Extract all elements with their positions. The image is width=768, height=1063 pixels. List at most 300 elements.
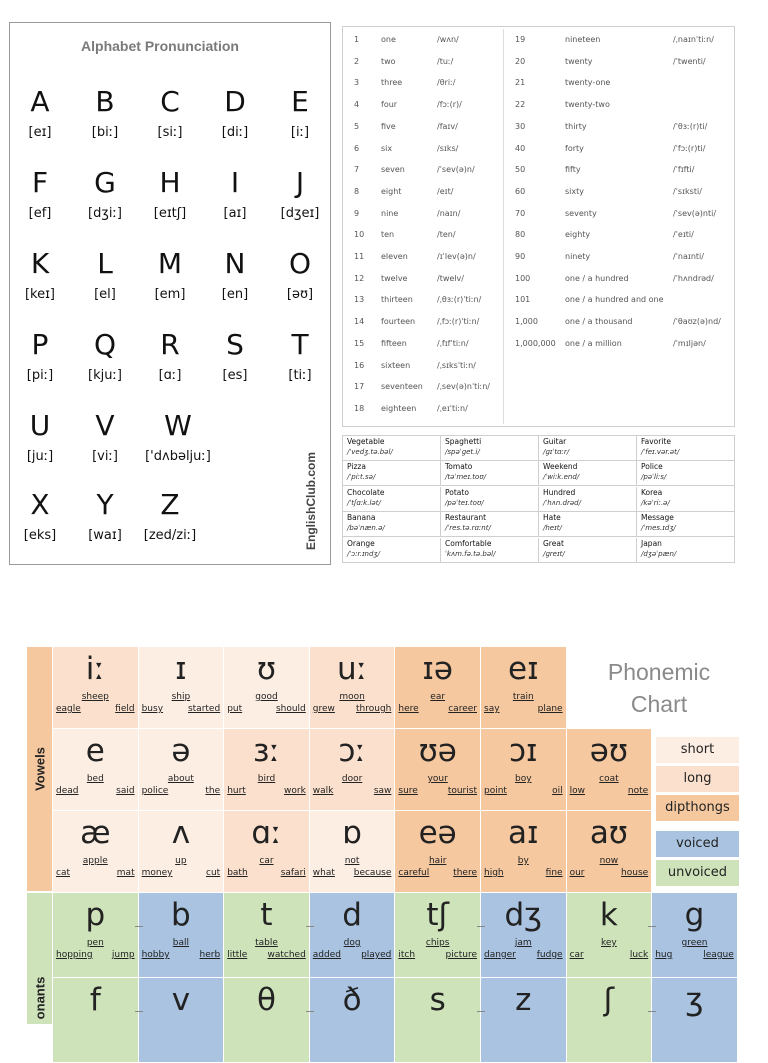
phoneme-example-right: fine <box>545 868 563 878</box>
phoneme-example-right: herb <box>199 950 221 960</box>
letter-ipa: [es] <box>222 368 248 383</box>
number-ipa: /sɪks/ <box>437 143 459 153</box>
letter-ipa: [juː] <box>26 449 54 464</box>
phoneme-example-right: played <box>361 950 392 960</box>
number-word: one / a hundred and one <box>565 295 664 305</box>
vocab-word: Police <box>641 462 663 472</box>
phoneme-cell <box>481 893 567 978</box>
phoneme-examples <box>56 786 135 797</box>
phoneme-symbol: d <box>342 897 362 933</box>
letter-glyph: D <box>224 85 246 118</box>
phoneme-examples <box>398 950 477 961</box>
letter-ipa: [ef] <box>28 206 52 221</box>
phoneme-example-right: league <box>703 950 734 960</box>
vocab-ipa: /pəˈteɪ.toʊ/ <box>445 498 484 507</box>
pair-connector <box>648 926 656 927</box>
letter-glyph: Y <box>96 488 114 521</box>
number-ipa: /ˈfɪfti/ <box>673 165 695 175</box>
phoneme-cell <box>224 729 310 811</box>
phoneme-examples <box>313 786 392 797</box>
phoneme-example-right: luck <box>629 950 649 960</box>
letter-ipa: [siː] <box>157 125 183 140</box>
phoneme-cell <box>395 647 481 729</box>
phoneme-example-left: busy <box>141 704 164 714</box>
phoneme-symbol: ʒ <box>685 982 704 1018</box>
phoneme-examples <box>142 950 221 961</box>
alphabet-letter <box>73 409 137 465</box>
number-digit: 21 <box>515 78 526 88</box>
phoneme-symbol: p <box>85 897 106 933</box>
number-digit: 7 <box>354 165 360 175</box>
phoneme-main-example: pen <box>86 938 104 948</box>
alphabet-title: Alphabet Pronunciation <box>81 38 239 54</box>
phoneme-examples <box>398 868 477 879</box>
number-word: one / a hundred <box>565 273 629 283</box>
vocab-word: Weekend <box>543 462 578 472</box>
number-word: four <box>381 100 398 110</box>
phoneme-symbol: e <box>85 733 105 769</box>
letter-glyph: Q <box>93 328 117 361</box>
letter-glyph: N <box>224 247 246 280</box>
phoneme-symbol: ɑː <box>251 815 282 851</box>
phoneme-cell <box>139 978 225 1063</box>
phoneme-example-right: said <box>116 786 135 796</box>
phoneme-main-example: about <box>167 774 194 784</box>
phoneme-example-left: danger <box>484 950 516 960</box>
number-digit: 1 <box>354 35 360 44</box>
letter-glyph: C <box>160 85 180 118</box>
letter-glyph: T <box>291 328 309 361</box>
legend-voiced: voiced <box>656 831 739 857</box>
number-digit: 9 <box>354 208 360 218</box>
number-word: one / a million <box>565 338 622 348</box>
vocab-word: Pizza <box>347 462 366 472</box>
letter-glyph: O <box>288 247 312 280</box>
number-digit: 40 <box>515 143 526 153</box>
phoneme-symbol: v <box>171 982 191 1018</box>
alphabet-panel <box>9 22 331 565</box>
phoneme-examples <box>227 786 306 797</box>
number-digit: 1,000,000 <box>515 338 556 348</box>
vocab-cell <box>637 487 735 512</box>
vocab-ipa: /pəˈliːs/ <box>641 473 667 482</box>
number-word: nineteen <box>565 35 601 44</box>
number-digit: 80 <box>515 230 526 240</box>
number-word: two <box>381 56 396 66</box>
number-digit: 20 <box>515 56 526 66</box>
phoneme-example-right: picture <box>445 950 477 960</box>
phoneme-example-left: low <box>569 786 585 796</box>
number-word: fifteen <box>381 338 407 348</box>
letter-ipa: [keɪ] <box>24 287 56 302</box>
phoneme-example-right: note <box>627 786 649 796</box>
phoneme-cell <box>310 647 396 729</box>
number-digit: 5 <box>354 121 360 131</box>
letter-glyph: X <box>30 488 50 521</box>
phoneme-cell <box>139 647 225 729</box>
alphabet-letter <box>203 85 267 141</box>
vocab-cell <box>441 461 539 486</box>
vocab-ipa: /ˈvedʒ.tə.bəl/ <box>347 448 393 456</box>
letter-glyph: M <box>157 247 183 280</box>
vocab-ipa: /bəˈnæn.ə/ <box>347 524 385 533</box>
phoneme-main-example: door <box>341 774 363 784</box>
phoneme-example-left: money <box>141 868 173 878</box>
number-ipa: /ˈsev(ə)nti/ <box>673 208 717 218</box>
phoneme-cell <box>395 729 481 811</box>
number-digit: 18 <box>354 403 365 413</box>
number-digit: 4 <box>354 100 360 110</box>
vocab-ipa: /təˈmeɪ.toʊ/ <box>445 473 486 482</box>
phoneme-examples <box>56 950 135 961</box>
phoneme-main-example: not <box>344 856 360 866</box>
alphabet-letter <box>203 166 267 222</box>
pair-connector <box>135 926 143 927</box>
phoneme-cell <box>567 729 653 811</box>
letter-ipa: [em] <box>154 287 186 302</box>
phoneme-example-left: police <box>141 786 169 796</box>
vocab-ipa: /ˈres.tə.rɑːnt/ <box>445 524 491 533</box>
phoneme-symbol: t <box>260 897 273 933</box>
number-digit: 30 <box>515 121 526 131</box>
alphabet-letter <box>268 328 332 384</box>
phoneme-cell <box>224 647 310 729</box>
letter-ipa: [piː] <box>26 368 54 383</box>
phoneme-example-left: put <box>227 704 243 714</box>
vocab-ipa: /ɡreɪt/ <box>543 549 565 558</box>
legend-short: short <box>656 737 739 763</box>
alphabet-letter <box>8 85 72 141</box>
phoneme-symbol: s <box>429 982 446 1018</box>
number-ipa: /ˈhʌndrəd/ <box>673 273 714 283</box>
phoneme-main-example: bed <box>86 774 104 784</box>
phoneme-cell <box>310 978 396 1063</box>
phoneme-symbol: ɔɪ <box>509 733 538 769</box>
number-ipa: /ˈnaɪnti/ <box>673 252 704 261</box>
letter-ipa: [iː] <box>290 125 310 140</box>
phoneme-examples <box>570 868 649 879</box>
number-digit: 12 <box>354 273 365 283</box>
alphabet-letter <box>138 488 202 544</box>
number-digit: 50 <box>515 165 526 175</box>
number-word: thirty <box>565 121 587 131</box>
phoneme-example-left: say <box>484 704 500 714</box>
phoneme-example-right: cut <box>206 868 221 878</box>
vocab-word: Banana <box>347 513 376 523</box>
phoneme-cell <box>310 811 396 893</box>
vocab-cell <box>539 461 637 486</box>
number-word: three <box>381 78 403 88</box>
alphabet-letter <box>8 488 72 544</box>
vocabulary-grid <box>342 435 735 563</box>
pair-connector <box>306 926 314 927</box>
letter-glyph: L <box>97 247 113 280</box>
phoneme-symbol: əʊ <box>589 733 628 769</box>
phoneme-cell <box>224 811 310 893</box>
number-digit: 19 <box>515 35 526 44</box>
phoneme-symbol: f <box>89 982 101 1018</box>
letter-glyph: F <box>31 166 49 199</box>
number-ipa: /ˌfɪfˈtiːn/ <box>437 338 469 348</box>
vocab-word: Korea <box>641 487 663 497</box>
phoneme-cell <box>567 978 653 1063</box>
letter-glyph: J <box>295 166 305 199</box>
phoneme-symbol: eə <box>418 815 457 851</box>
vocab-word: Guitar <box>543 437 567 446</box>
phoneme-example-right: should <box>275 704 306 714</box>
pair-connector <box>306 1011 314 1012</box>
vocab-cell <box>539 538 637 563</box>
vocab-cell <box>441 512 539 537</box>
phoneme-symbol: ɒ <box>342 815 362 851</box>
alphabet-letter <box>8 166 72 222</box>
phoneme-examples <box>56 704 135 715</box>
phoneme-cell <box>395 811 481 893</box>
letter-ipa: [aɪ] <box>223 206 247 221</box>
legend-long: long <box>656 766 739 792</box>
number-digit: 3 <box>354 78 360 88</box>
numbers-panel <box>342 26 735 427</box>
phoneme-symbol: uː <box>337 651 368 687</box>
letter-ipa: [eks] <box>23 528 57 543</box>
phoneme-examples <box>655 950 734 961</box>
phoneme-cell <box>53 729 139 811</box>
vocab-ipa: /ˈhʌn.drəd/ <box>543 498 581 507</box>
alphabet-letter <box>203 247 267 303</box>
letter-glyph: U <box>29 409 51 442</box>
vocab-ipa: ˈkʌm.fə.tə.bəl/ <box>445 549 496 558</box>
letter-ipa: [tiː] <box>288 368 312 383</box>
alphabet-letter <box>268 85 332 141</box>
phoneme-examples <box>570 950 649 961</box>
phoneme-example-left: added <box>312 950 341 960</box>
letter-ipa: [viː] <box>92 449 118 464</box>
phoneme-main-example: ball <box>172 938 189 948</box>
number-word: fifty <box>565 165 581 175</box>
phoneme-symbol: ə <box>171 733 191 769</box>
phoneme-examples <box>398 786 477 797</box>
phoneme-cell <box>481 811 567 893</box>
vowels-label: Vowels <box>32 747 47 791</box>
phoneme-cell <box>652 893 738 978</box>
alphabet-letter <box>138 328 202 384</box>
number-ipa: /ˌθɜː(r)ˈtiːn/ <box>437 295 482 305</box>
phoneme-example-right: started <box>187 704 221 714</box>
number-ipa: /ˌsɪksˈtiːn/ <box>437 360 476 370</box>
letter-glyph: Z <box>160 488 180 521</box>
number-digit: 1,000 <box>515 317 538 327</box>
vocab-cell <box>441 487 539 512</box>
phoneme-example-left: our <box>569 868 585 878</box>
number-ipa: /ˌeɪˈtiːn/ <box>437 403 468 413</box>
number-ipa: /ˈsev(ə)n/ <box>437 165 475 175</box>
phoneme-cell <box>310 729 396 811</box>
vocab-cell <box>343 538 441 563</box>
number-ipa: /ˌfɔː(r)ˈtiːn/ <box>437 317 480 327</box>
letter-ipa: [diː] <box>221 125 249 140</box>
letter-glyph: A <box>30 85 50 118</box>
phoneme-example-left: eagle <box>56 704 81 714</box>
phoneme-main-example: sheep <box>81 692 109 702</box>
vocab-cell <box>441 538 539 563</box>
vocab-word: Tomato <box>445 462 473 472</box>
vocab-cell <box>539 512 637 537</box>
vocab-word: Favorite <box>641 437 671 446</box>
alphabet-letter <box>138 247 202 303</box>
phoneme-symbol: aɪ <box>508 815 539 851</box>
vocab-word: Orange <box>347 538 375 548</box>
phoneme-symbol: ɪə <box>422 651 453 687</box>
number-digit: 10 <box>354 230 365 240</box>
phoneme-main-example: dog <box>343 938 361 948</box>
phoneme-symbol: æ <box>80 815 111 851</box>
number-word: seventeen <box>381 382 423 392</box>
vocab-word: Hundred <box>543 487 576 497</box>
number-digit: 15 <box>354 338 365 348</box>
phoneme-main-example: car <box>259 856 274 866</box>
alphabet-letter <box>138 85 202 141</box>
phoneme-main-example: by <box>517 856 529 866</box>
number-ipa: /naɪn/ <box>437 208 461 218</box>
phoneme-examples <box>313 950 392 961</box>
phoneme-symbol: iː <box>85 651 105 687</box>
number-word: sixty <box>565 186 584 196</box>
numbers-divider <box>503 29 504 424</box>
phoneme-examples <box>484 868 563 879</box>
pair-connector <box>477 926 485 927</box>
phoneme-examples <box>227 868 306 879</box>
alphabet-letter <box>73 166 137 222</box>
consonants-sidebar <box>27 893 52 1024</box>
phoneme-symbol: ɜː <box>253 733 280 769</box>
number-ipa: /twelv/ <box>437 273 464 283</box>
phoneme-example-right: watched <box>267 950 306 960</box>
phoneme-examples <box>142 704 221 715</box>
alphabet-letter <box>8 247 72 303</box>
number-ipa: /ˈθɜː(r)ti/ <box>673 121 708 131</box>
phoneme-example-right: field <box>115 704 135 714</box>
number-digit: 2 <box>354 56 360 66</box>
consonants-label: onants <box>32 976 47 1020</box>
vocab-cell <box>343 512 441 537</box>
letter-ipa: ['dʌbəljuː] <box>145 449 211 464</box>
number-ipa: /tuː/ <box>437 56 454 66</box>
number-word: seven <box>381 165 405 175</box>
vocab-ipa: /ˈmes.ɪdʒ/ <box>641 524 676 533</box>
phoneme-symbol: ð <box>342 982 362 1018</box>
phoneme-example-right: jump <box>111 950 135 960</box>
alphabet-letter <box>203 328 267 384</box>
vocab-word: Message <box>641 513 674 523</box>
number-word: eighty <box>565 230 591 240</box>
number-digit: 22 <box>515 100 526 110</box>
alphabet-letter <box>268 166 332 222</box>
number-word: twenty <box>565 56 593 66</box>
number-word: eight <box>381 186 402 196</box>
phoneme-symbol: dʒ <box>504 897 543 933</box>
vocab-ipa: /ˈtʃɑːk.lət/ <box>347 498 381 507</box>
phoneme-main-example: green <box>681 938 708 948</box>
number-word: forty <box>565 143 584 153</box>
letter-glyph: W <box>164 409 192 442</box>
vocab-ipa: /spəˈɡet.i/ <box>445 448 480 456</box>
phoneme-example-left: hopping <box>56 950 93 960</box>
vocab-ipa: /ˈfeɪ.vər.ət/ <box>641 448 680 456</box>
phoneme-examples <box>570 786 649 797</box>
phoneme-cell <box>53 893 139 978</box>
alphabet-letter <box>138 166 202 222</box>
phoneme-symbol: ɪ <box>175 651 187 687</box>
number-word: twenty-one <box>565 78 611 88</box>
phoneme-cell <box>224 893 310 978</box>
vocab-cell <box>637 538 735 563</box>
phoneme-example-right: fudge <box>536 950 563 960</box>
phoneme-cell <box>224 978 310 1063</box>
phoneme-example-left: what <box>312 868 335 878</box>
number-ipa: /ˈsɪksti/ <box>673 186 702 196</box>
letter-ipa: [waɪ] <box>88 528 122 543</box>
phoneme-cell <box>139 811 225 893</box>
pair-connector <box>648 1011 656 1012</box>
number-word: eighteen <box>381 403 417 413</box>
phoneme-examples <box>313 868 392 879</box>
phoneme-examples <box>142 868 221 879</box>
number-word: nine <box>381 208 399 218</box>
phoneme-main-example: hair <box>428 856 447 866</box>
phoneme-cell <box>53 811 139 893</box>
vocab-cell <box>637 436 735 461</box>
vocab-ipa: /ˈɔːr.ɪndʒ/ <box>347 549 380 558</box>
vocab-word: Spaghetti <box>445 437 482 446</box>
number-digit: 16 <box>354 360 365 370</box>
phoneme-symbol: aʊ <box>589 815 628 851</box>
phoneme-symbol: ʃ <box>603 982 615 1018</box>
letter-glyph: V <box>95 409 115 442</box>
phoneme-example-left: hug <box>655 950 673 960</box>
phoneme-cell <box>481 978 567 1063</box>
phoneme-example-left: hurt <box>227 786 246 796</box>
vocab-cell <box>539 487 637 512</box>
letter-ipa: [əʊ] <box>286 287 314 302</box>
phoneme-example-right: oil <box>552 786 563 796</box>
phoneme-example-left: car <box>569 950 584 960</box>
phoneme-example-left: high <box>484 868 504 878</box>
phoneme-example-right: plane <box>537 704 563 714</box>
vocab-cell <box>343 436 441 461</box>
phoneme-cell <box>567 893 653 978</box>
phoneme-cell <box>395 893 481 978</box>
vocab-ipa: /kəˈriː.ə/ <box>641 498 670 507</box>
number-ipa: /ˈeɪti/ <box>673 230 694 240</box>
letter-ipa: [ɑː] <box>158 368 182 383</box>
number-word: five <box>381 121 396 131</box>
phoneme-symbol: ʌ <box>171 815 191 851</box>
alphabet-letter <box>8 409 72 465</box>
letter-ipa: [biː] <box>91 125 119 140</box>
phoneme-main-example: apple <box>82 856 108 866</box>
phoneme-example-right: tourist <box>447 786 477 796</box>
number-word: one <box>381 35 396 44</box>
phonemic-title-line1: Phonemic <box>607 659 711 685</box>
phoneme-symbol: k <box>599 897 618 933</box>
number-ipa: /ˈtwenti/ <box>673 56 706 66</box>
phoneme-examples <box>227 950 306 961</box>
vocab-cell <box>343 461 441 486</box>
letter-glyph: S <box>226 328 244 361</box>
letter-glyph: B <box>95 85 115 118</box>
number-ipa: /ˌsev(ə)nˈtiːn/ <box>437 382 490 392</box>
phoneme-main-example: table <box>255 938 278 948</box>
